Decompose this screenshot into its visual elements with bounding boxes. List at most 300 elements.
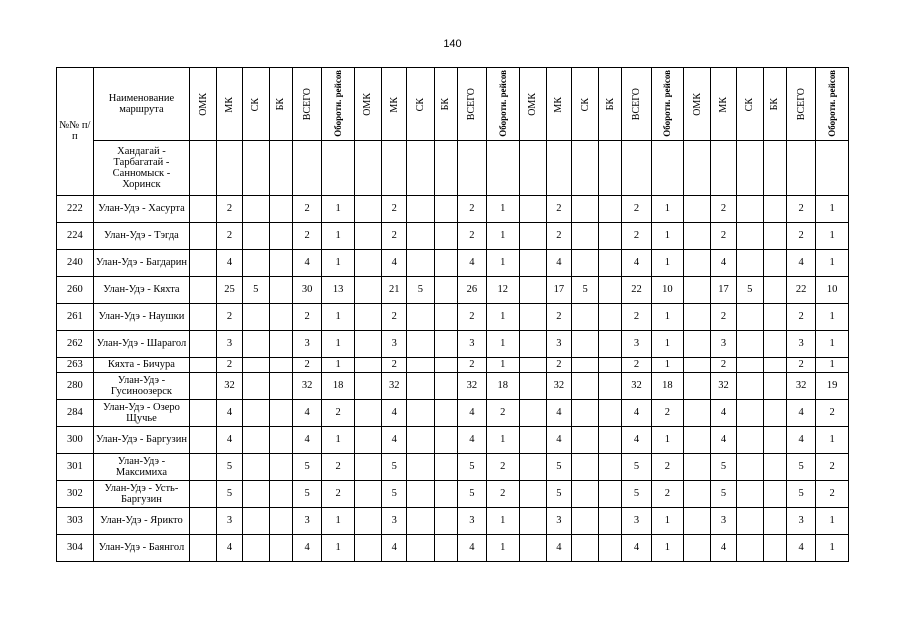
route-name: Улан-Удэ - Багдарин <box>93 249 190 276</box>
trips-cell: 2 <box>651 399 684 426</box>
trips-cell: 1 <box>651 534 684 561</box>
header-num: №№ п/п <box>57 68 94 196</box>
value-cell <box>242 303 269 330</box>
table-row <box>57 426 849 453</box>
value-cell <box>599 426 622 453</box>
value-cell <box>407 303 434 330</box>
value-cell <box>519 303 546 330</box>
value-cell <box>269 426 292 453</box>
value-cell <box>599 372 622 399</box>
value-cell <box>736 426 763 453</box>
value-cell <box>599 276 622 303</box>
value-cell: 2 <box>711 222 736 249</box>
trips-cell: 18 <box>487 372 520 399</box>
routes-table <box>56 67 849 562</box>
value-cell: 32 <box>292 372 321 399</box>
value-cell <box>519 453 546 480</box>
value-cell: 32 <box>711 372 736 399</box>
value-cell: 2 <box>292 303 321 330</box>
value-cell <box>684 195 711 222</box>
table-row <box>57 453 849 480</box>
value-cell: 4 <box>546 426 571 453</box>
value-cell: 5 <box>407 276 434 303</box>
header-col-group4-3 <box>736 68 763 141</box>
value-cell: 3 <box>711 507 736 534</box>
header-col-label: ВСЕГО <box>301 88 313 121</box>
header-col-group3-4 <box>599 68 622 141</box>
value-cell <box>519 276 546 303</box>
empty-cell <box>434 140 457 195</box>
value-cell <box>519 357 546 372</box>
trips-cell: 1 <box>816 357 849 372</box>
value-cell <box>763 372 786 399</box>
value-cell <box>519 480 546 507</box>
empty-cell <box>190 140 217 195</box>
value-cell: 4 <box>457 426 486 453</box>
value-cell: 5 <box>242 276 269 303</box>
value-cell: 2 <box>711 195 736 222</box>
header-col-label: ВСЕГО <box>630 88 642 121</box>
trips-cell: 1 <box>322 357 355 372</box>
trips-cell: 19 <box>816 372 849 399</box>
header-col-group2-2 <box>382 68 407 141</box>
trips-cell: 2 <box>651 453 684 480</box>
trips-cell: 1 <box>322 534 355 561</box>
value-cell <box>763 249 786 276</box>
value-cell <box>434 276 457 303</box>
trips-cell: 1 <box>651 249 684 276</box>
header-col-label: Обороти. рейсов <box>333 70 344 137</box>
value-cell <box>434 330 457 357</box>
route-name: Улан-Удэ - Наушки <box>93 303 190 330</box>
value-cell <box>519 507 546 534</box>
empty-cell <box>786 140 815 195</box>
route-number: 240 <box>57 249 94 276</box>
trips-cell: 1 <box>487 195 520 222</box>
trips-cell: 12 <box>487 276 520 303</box>
trips-cell: 1 <box>651 357 684 372</box>
value-cell <box>684 222 711 249</box>
value-cell: 5 <box>292 453 321 480</box>
value-cell <box>519 534 546 561</box>
route-number: 302 <box>57 480 94 507</box>
value-cell: 4 <box>382 249 407 276</box>
header-col-group1-2 <box>217 68 242 141</box>
trips-cell: 1 <box>816 303 849 330</box>
value-cell <box>434 222 457 249</box>
trips-cell: 2 <box>487 453 520 480</box>
value-cell <box>434 372 457 399</box>
value-cell: 3 <box>622 330 651 357</box>
value-cell: 3 <box>382 507 407 534</box>
trips-cell: 18 <box>651 372 684 399</box>
value-cell: 3 <box>711 330 736 357</box>
value-cell <box>684 480 711 507</box>
value-cell <box>242 357 269 372</box>
value-cell <box>354 507 381 534</box>
empty-cell <box>651 140 684 195</box>
value-cell <box>407 480 434 507</box>
value-cell: 4 <box>786 399 815 426</box>
route-name: Улан-Удэ - Кяхта <box>93 276 190 303</box>
empty-cell <box>407 140 434 195</box>
route-number: 303 <box>57 507 94 534</box>
trips-cell: 1 <box>487 357 520 372</box>
table-row <box>57 480 849 507</box>
route-number: 280 <box>57 372 94 399</box>
header-col-group3-2 <box>546 68 571 141</box>
trips-cell: 1 <box>816 330 849 357</box>
value-cell <box>354 222 381 249</box>
trips-cell: 1 <box>651 507 684 534</box>
value-cell <box>571 426 598 453</box>
trips-cell: 1 <box>322 249 355 276</box>
header-col-group1-6 <box>322 68 355 141</box>
trips-cell: 1 <box>651 303 684 330</box>
value-cell: 5 <box>217 453 242 480</box>
value-cell <box>684 249 711 276</box>
trips-cell: 2 <box>487 480 520 507</box>
value-cell: 5 <box>736 276 763 303</box>
value-cell <box>190 507 217 534</box>
trips-cell: 1 <box>487 507 520 534</box>
value-cell <box>242 426 269 453</box>
value-cell: 4 <box>622 426 651 453</box>
empty-cell <box>354 140 381 195</box>
header-col-label: ОМК <box>691 92 703 116</box>
header-col-group1-3 <box>242 68 269 141</box>
value-cell <box>354 249 381 276</box>
value-cell <box>242 249 269 276</box>
value-cell <box>407 426 434 453</box>
value-cell: 2 <box>382 303 407 330</box>
value-cell <box>684 453 711 480</box>
value-cell <box>269 534 292 561</box>
header-col-label: ОМК <box>197 92 209 116</box>
value-cell: 5 <box>217 480 242 507</box>
value-cell <box>407 453 434 480</box>
trips-cell: 1 <box>322 507 355 534</box>
value-cell <box>599 249 622 276</box>
header-col-label: СК <box>414 97 426 112</box>
header-col-label: СК <box>250 97 262 112</box>
value-cell: 2 <box>711 303 736 330</box>
value-cell <box>763 357 786 372</box>
value-cell <box>763 330 786 357</box>
route-name: Улан-Удэ - Хасурта <box>93 195 190 222</box>
value-cell <box>736 249 763 276</box>
value-cell <box>434 453 457 480</box>
value-cell <box>736 453 763 480</box>
value-cell: 2 <box>622 222 651 249</box>
value-cell: 2 <box>217 357 242 372</box>
value-cell <box>269 330 292 357</box>
header-col-group3-5 <box>622 68 651 141</box>
value-cell <box>354 534 381 561</box>
value-cell <box>190 399 217 426</box>
value-cell: 5 <box>786 453 815 480</box>
value-cell <box>571 195 598 222</box>
header-col-label: Обороти. рейсов <box>497 70 508 137</box>
value-cell: 4 <box>546 249 571 276</box>
empty-cell <box>684 140 711 195</box>
value-cell: 4 <box>382 534 407 561</box>
value-cell: 32 <box>217 372 242 399</box>
table-row <box>57 222 849 249</box>
value-cell <box>519 330 546 357</box>
table-row <box>57 276 849 303</box>
value-cell <box>407 249 434 276</box>
route-number: 222 <box>57 195 94 222</box>
value-cell: 2 <box>786 195 815 222</box>
value-cell <box>519 249 546 276</box>
value-cell <box>434 357 457 372</box>
value-cell <box>407 357 434 372</box>
value-cell: 4 <box>292 534 321 561</box>
header-col-group3-6 <box>651 68 684 141</box>
value-cell <box>599 480 622 507</box>
value-cell <box>571 507 598 534</box>
value-cell <box>269 276 292 303</box>
header-col-group1-5 <box>292 68 321 141</box>
value-cell <box>354 453 381 480</box>
value-cell <box>571 222 598 249</box>
route-number: 300 <box>57 426 94 453</box>
empty-cell <box>622 140 651 195</box>
value-cell <box>242 480 269 507</box>
value-cell <box>190 357 217 372</box>
route-number: 263 <box>57 357 94 372</box>
value-cell <box>684 507 711 534</box>
value-cell: 3 <box>382 330 407 357</box>
value-cell <box>599 453 622 480</box>
value-cell: 4 <box>546 534 571 561</box>
route-number: 261 <box>57 303 94 330</box>
trips-cell: 1 <box>487 330 520 357</box>
trips-cell: 1 <box>487 222 520 249</box>
value-cell: 2 <box>292 357 321 372</box>
value-cell: 2 <box>217 222 242 249</box>
route-name: Улан-Удэ - Баргузин <box>93 426 190 453</box>
value-cell <box>519 195 546 222</box>
empty-cell <box>292 140 321 195</box>
value-cell: 2 <box>457 222 486 249</box>
value-cell <box>407 195 434 222</box>
table-row <box>57 357 849 372</box>
value-cell: 3 <box>786 507 815 534</box>
value-cell <box>571 534 598 561</box>
trips-cell: 10 <box>651 276 684 303</box>
route-row-first <box>57 140 849 195</box>
value-cell <box>736 357 763 372</box>
value-cell <box>763 276 786 303</box>
value-cell <box>434 426 457 453</box>
value-cell: 22 <box>786 276 815 303</box>
header-col-label: Обороти. рейсов <box>662 70 673 137</box>
value-cell <box>736 303 763 330</box>
value-cell <box>571 303 598 330</box>
value-cell <box>242 534 269 561</box>
value-cell <box>599 222 622 249</box>
value-cell <box>407 399 434 426</box>
value-cell: 4 <box>292 426 321 453</box>
value-cell <box>269 507 292 534</box>
value-cell <box>684 372 711 399</box>
trips-cell: 1 <box>816 426 849 453</box>
empty-cell <box>487 140 520 195</box>
trips-cell: 1 <box>651 330 684 357</box>
table-row <box>57 195 849 222</box>
value-cell <box>736 399 763 426</box>
trips-cell: 2 <box>651 480 684 507</box>
value-cell <box>354 480 381 507</box>
header-col-group2-6 <box>487 68 520 141</box>
value-cell <box>190 303 217 330</box>
value-cell <box>354 357 381 372</box>
trips-cell: 2 <box>322 480 355 507</box>
value-cell <box>242 507 269 534</box>
value-cell: 2 <box>457 357 486 372</box>
value-cell: 3 <box>217 507 242 534</box>
header-col-label: СК <box>579 97 591 112</box>
value-cell: 5 <box>546 453 571 480</box>
header-col-label: БК <box>604 98 616 111</box>
value-cell: 4 <box>217 399 242 426</box>
trips-cell: 1 <box>651 222 684 249</box>
value-cell <box>407 372 434 399</box>
header-col-label: ВСЕГО <box>466 88 478 121</box>
header-row <box>57 68 849 141</box>
value-cell: 2 <box>786 303 815 330</box>
value-cell: 4 <box>711 249 736 276</box>
page-number: 140 <box>443 38 462 50</box>
value-cell: 2 <box>546 222 571 249</box>
header-route-name: Наименование маршрута <box>93 68 190 141</box>
value-cell: 4 <box>786 249 815 276</box>
value-cell <box>190 453 217 480</box>
value-cell: 4 <box>711 534 736 561</box>
header-col-group3-3 <box>571 68 598 141</box>
empty-cell <box>546 140 571 195</box>
table-row <box>57 399 849 426</box>
value-cell <box>242 372 269 399</box>
value-cell <box>354 303 381 330</box>
value-cell <box>571 372 598 399</box>
trips-cell: 1 <box>816 249 849 276</box>
value-cell <box>269 372 292 399</box>
trips-cell: 1 <box>651 195 684 222</box>
trips-cell: 1 <box>487 426 520 453</box>
value-cell: 4 <box>217 249 242 276</box>
trips-cell: 1 <box>816 195 849 222</box>
value-cell <box>190 276 217 303</box>
value-cell <box>269 222 292 249</box>
value-cell <box>763 195 786 222</box>
value-cell: 2 <box>711 357 736 372</box>
value-cell: 3 <box>457 507 486 534</box>
value-cell: 5 <box>571 276 598 303</box>
value-cell <box>736 222 763 249</box>
value-cell: 3 <box>292 507 321 534</box>
value-cell: 5 <box>382 480 407 507</box>
value-cell <box>684 534 711 561</box>
empty-cell <box>242 140 269 195</box>
value-cell <box>571 399 598 426</box>
value-cell: 32 <box>622 372 651 399</box>
trips-cell: 1 <box>322 195 355 222</box>
value-cell <box>242 222 269 249</box>
value-cell <box>190 480 217 507</box>
value-cell <box>763 399 786 426</box>
value-cell: 4 <box>786 534 815 561</box>
value-cell: 4 <box>217 534 242 561</box>
value-cell <box>354 399 381 426</box>
value-cell: 2 <box>292 195 321 222</box>
header-col-group1-1 <box>190 68 217 141</box>
trips-cell: 2 <box>816 480 849 507</box>
value-cell: 5 <box>457 453 486 480</box>
value-cell: 5 <box>457 480 486 507</box>
header-col-label: СК <box>744 97 756 112</box>
table-row <box>57 507 849 534</box>
value-cell <box>519 399 546 426</box>
value-cell <box>242 195 269 222</box>
value-cell <box>269 303 292 330</box>
value-cell <box>242 453 269 480</box>
value-cell: 32 <box>457 372 486 399</box>
value-cell: 2 <box>546 195 571 222</box>
value-cell: 5 <box>711 480 736 507</box>
value-cell <box>571 330 598 357</box>
route-name: Хандагай - Тарбагатай - Санномыск - Хоринск <box>93 140 190 195</box>
table-row <box>57 534 849 561</box>
value-cell: 5 <box>786 480 815 507</box>
value-cell <box>763 222 786 249</box>
trips-cell: 1 <box>487 534 520 561</box>
trips-cell: 2 <box>816 453 849 480</box>
value-cell: 17 <box>546 276 571 303</box>
value-cell: 3 <box>546 330 571 357</box>
header-col-label: БК <box>440 98 452 111</box>
value-cell <box>434 303 457 330</box>
value-cell: 25 <box>217 276 242 303</box>
value-cell <box>407 330 434 357</box>
header-col-group4-2 <box>711 68 736 141</box>
value-cell <box>354 372 381 399</box>
value-cell <box>763 303 786 330</box>
header-col-group2-3 <box>407 68 434 141</box>
value-cell: 2 <box>622 195 651 222</box>
route-name: Кяхта - Бичура <box>93 357 190 372</box>
value-cell: 4 <box>546 399 571 426</box>
value-cell <box>519 372 546 399</box>
value-cell <box>269 480 292 507</box>
value-cell: 5 <box>382 453 407 480</box>
empty-cell <box>763 140 786 195</box>
empty-cell <box>322 140 355 195</box>
value-cell: 4 <box>622 399 651 426</box>
route-name: Улан-Удэ - Тэгда <box>93 222 190 249</box>
value-cell <box>763 507 786 534</box>
value-cell <box>354 276 381 303</box>
route-number: 262 <box>57 330 94 357</box>
value-cell <box>571 357 598 372</box>
value-cell: 2 <box>622 357 651 372</box>
trips-cell: 18 <box>322 372 355 399</box>
value-cell: 4 <box>457 249 486 276</box>
value-cell: 2 <box>546 357 571 372</box>
trips-cell: 1 <box>651 426 684 453</box>
